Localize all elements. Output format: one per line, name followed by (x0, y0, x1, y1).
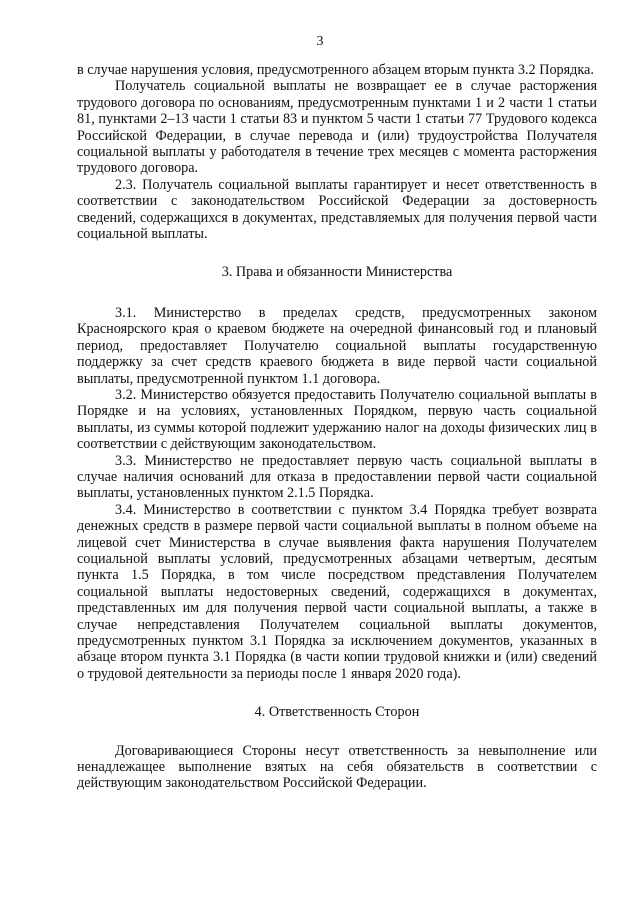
paragraph-no-return: Получатель социальной выплаты не возвращает ее в случае расторжения трудового договора по основаниям, предусмотренным пунктами 1 и 2 части 1 статьи 81, пунктами 2–13 части 1 статьи 83 и пунктом 5 части 1 статьи 77 Трудового кодекса Российской Федерации, в случае перевода и (или) трудоустройства Получателя социальной выплаты у работодателя в течение трех месяцев с момента расторжения трудового договора. (77, 78, 597, 177)
paragraph-3-2: 3.2. Министерство обязуется предоставить Получателю социальной выплаты в Порядке и на условиях, установленных Порядком, первую часть социальной выплаты, из суммы которой подлежит удержанию налог на доходы физических лиц в соответствии с действующим законодательством. (77, 386, 597, 453)
page-number: 3 (316, 34, 324, 49)
document-body (77, 62, 597, 792)
paragraph-continuation: в случае нарушения условия, предусмотренного абзацем вторым пункта 3.2 Порядка. (77, 62, 594, 78)
section-3-heading: 3. Права и обязанности Министерства (221, 264, 453, 281)
paragraph-4-1: Договаривающиеся Стороны несут ответственность за невыполнение или ненадлежащее выполнение взятых на себя обязательств в соответствии с действующим законодательством Российской Федерации. (77, 742, 597, 792)
paragraph-3-4: 3.4. Министерство в соответствии с пунктом 3.4 Порядка требует возврата денежных средств в размере первой части социальной выплаты в полном объеме на лицевой счет Министерства в случае выявления факта нарушения Получателем социальной выплаты условий, предусмотренных абзацами четвертым, десятым пункта 1.5 Порядка, в том числе посредством представления Получателем социальной выплаты недостоверных сведений, содержащихся в документах, представленных им для получения первой части социальной выплаты, а также в случае непредставления Получателем социальной выплаты документов, предусмотренных пунктом 3.1 Порядка за исключением документов, указанных в абзаце втором пункта 3.1 Порядка (в части копии трудовой книжки и (или) сведений о трудовой деятельности за периоды после 1 января 2020 года). (77, 501, 597, 682)
paragraph-3-1: 3.1. Министерство в пределах средств, предусмотренных законом Красноярского края о краевом бюджете на очередной финансовый год и плановый период, предоставляет Получателю социальной выплаты государственную поддержку за счет средств краевого бюджета в виде первой части социальной выплаты, предусмотренной пунктом 1.1 договора. (77, 304, 597, 387)
paragraph-3-3: 3.3. Министерство не предоставляет первую часть социальной выплаты в случае наличия оснований для отказа в предоставлении первой части социальной выплаты, установленных пунктом 2.1.5 Порядка. (77, 452, 597, 502)
paragraph-2-3: 2.3. Получатель социальной выплаты гарантирует и несет ответственность в соответствии с законодательством Российской Федерации за достоверность сведений, содержащихся в документах, представляемых для получения первой части социальной выплаты. (77, 176, 597, 243)
section-4-heading: 4. Ответственность Сторон (254, 704, 420, 721)
